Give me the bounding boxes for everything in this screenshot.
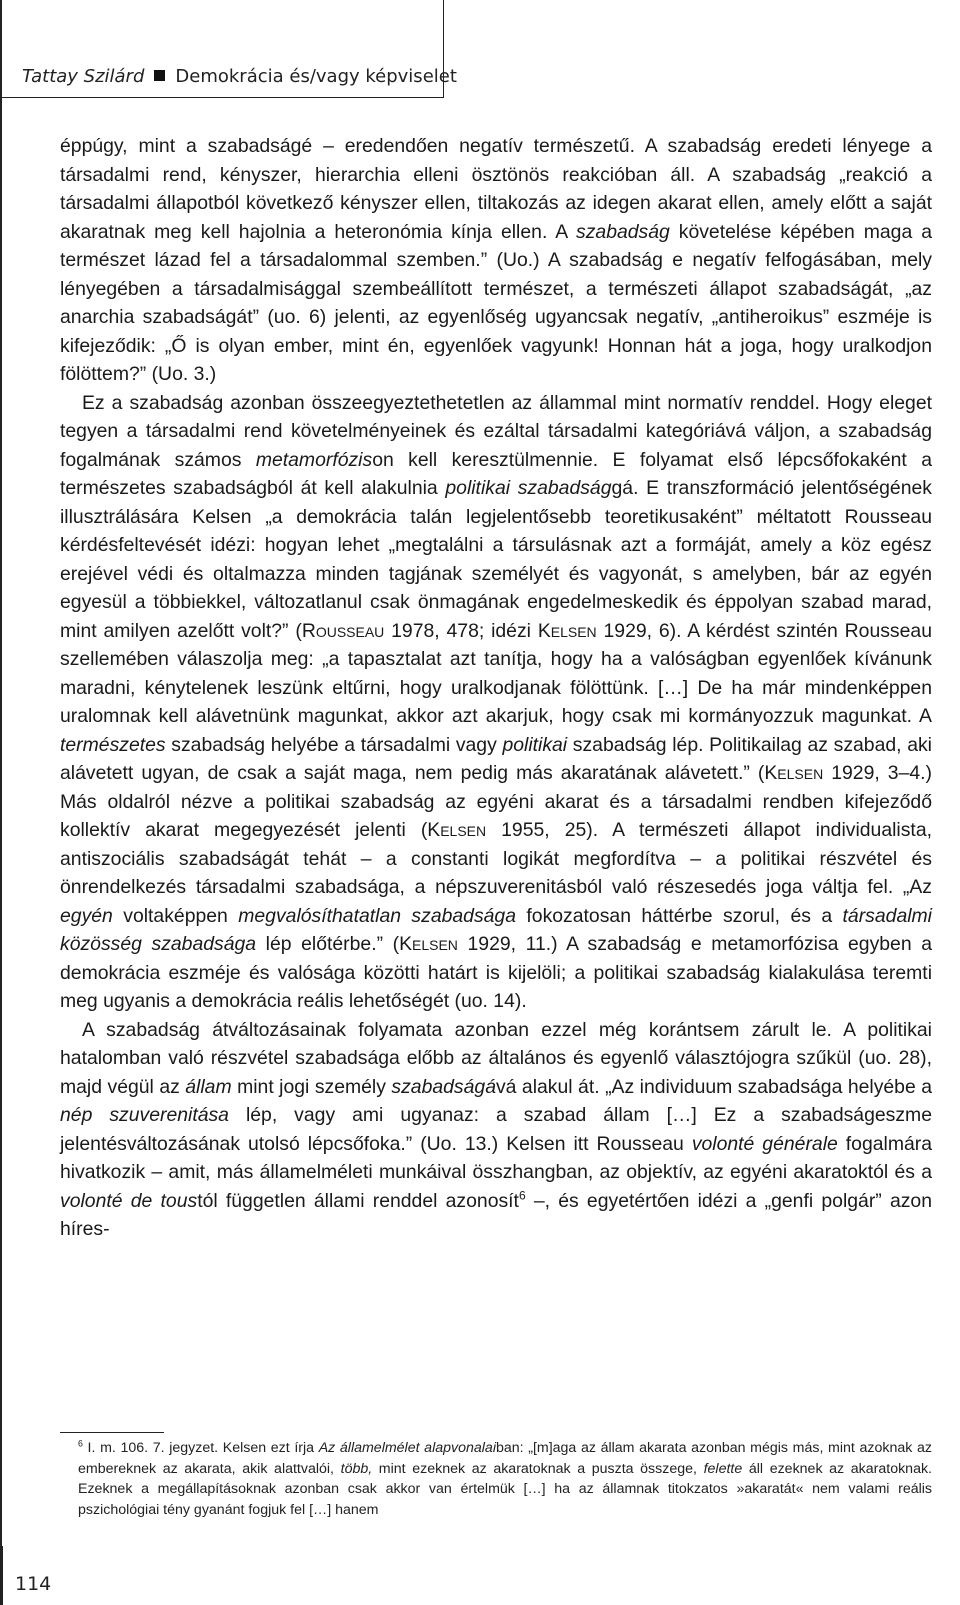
left-margin-rule [0, 0, 2, 1605]
footnote-marker: 6 [518, 1188, 526, 1203]
running-head-title: Demokrácia és/vagy képviselet [175, 66, 457, 87]
body-text [60, 132, 932, 1244]
running-head-author: Tattay Szilárd [22, 66, 145, 87]
citation-author: Kelsen [399, 933, 458, 955]
paragraph: Ez a szabadság azonban összeegyeztethetetlen az állammal mint normatív renddel. Hogy eleget tegyen a társadalmi rend követelményeinek és ezáltal társadalmi kategóriává váljon, a szabadság fogalmának számos metamorfózison kell keresztülmennie. E folyamat első lépcsőfokaként a természetes szabadságból át kell alakulnia politikai szabadsággá. E transzformáció jelentőségének illusztrálására Kelsen „a demokrácia talán legjelentősebb teoretikusaként” méltatott Rousseau kérdésfeltevését idézi: hogyan lehet „megtalálni a társulásnak azt a formáját, amely a köz egész erejével védi és oltalmazza minden tagjának személyét és vagyonát, s amelyben, bár az egyén egyesül a többiekkel, változatlanul csak önmagának engedelmeskedik és éppolyan szabad marad, mint amilyen azelőtt volt?” (Rousseau 1978, 478; idézi Kelsen 1929, 6). A kérdést szintén Rousseau szellemében válaszolja meg: „a tapasztalat azt tanítja, hogy ha a valóságban egyenlőek kívánunk maradni, kénytelenek leszünk eltűrni, hogy uralkodjanak fölöttünk. […] De ha már mindenképpen uralomnak kell alávetnünk magunkat, akkor azt akarjuk, hogy csak mi kormányozzuk magunkat. A természetes szabadság helyébe a társadalmi vagy politikai szabadság lép. Politikailag az szabad, aki alávetett ugyan, de csak a saját maga, nem pedig más akaratának alávetett.” (Kelsen 1929, 3–4.) Más oldalról nézve a politikai szabadság az egyéni akarat és a társadalmi rendben kifejeződő kollektív akarat megegyezését jelenti (Kelsen 1955, 25). A természeti állapot individualista, antiszociális szabadságát tehát – a constanti logikát megfordítva – a politikai részvétel és önrendelkezés társadalmi szabadsága, a népszuverenitásból való részesedés joga váltja fel. „Az egyén voltaképpen megvalósíthatatlan szabadsága fokozatosan háttérbe szorul, és a társadalmi közösség szabadsága lép előtérbe.” (Kelsen 1929, 11.) A szabadság e metamorfózisa egyben a demokrácia eszméje és valósága közötti határt is kijelöli; a politikai szabadság kialakulása teremti meg ugyanis a demokrácia reális lehetőségét (uo. 14). [60, 391, 932, 1012]
italic-text: politikai szabadság [445, 477, 612, 499]
italic-text: metamorfózis [255, 448, 373, 471]
italic-text: volonté générale [691, 1132, 838, 1155]
footnote-rule [60, 1432, 164, 1433]
footnote: $^6$ I. m. 106. 7. jegyzet. Kelsen ezt írja Az államelmélet alapvonalaiban: „[m]aga az állam akarata azonban mégis más, mint azoknak az embereknek az akarata, akik alattvalói, több, mint ezeknek az akaratoknak a puszta összege, felette áll ezeknek az akaratoknak. Ezeknek a megállapításoknak azonban csak akkor van értelmük […] ha az államnak titokzatos »akaratát« nem valami reális pszichológiai tény gyanánt fogjuk fel […] hanem [78, 1438, 933, 1518]
running-head [22, 66, 457, 87]
italic-text: több, [340, 1460, 373, 1477]
italic-text: Az államelmélet alapvonalai [318, 1440, 496, 1456]
bottom-margin-rule [0, 1546, 3, 1605]
square-bullet-icon [154, 70, 165, 81]
italic-text: volonté de tous [60, 1189, 198, 1212]
paragraph: A szabadság átváltozásainak folyamata azonban ezzel még korántsem zárult le. A politikai hatalomban való részvétel szabadsága előbb az általános és egyenlő választójogra szűkül (uo. 28), majd végül az állam mint jogi személy szabadságává alakul át. „Az individuum szabadsága helyébe a nép szuverenitása lép, vagy ami ugyanaz: a szabad állam […] Ez a szabadságeszme jelentésváltozásának utolsó lépcsőfoka.” (Uo. 13.) Kelsen itt Rousseau volonté générale fogalmára hivatkozik – amit, más államelméleti munkáival összhangban, az objektív, az egyéni akaratoktól és a volonté de toustól független állami renddel azonosít$^6$ –, és egyetértően idézi a „genfi polgár” azon híres- [60, 1018, 932, 1240]
citation-author: Kelsen [537, 619, 597, 642]
italic-text: felette [703, 1460, 743, 1477]
italic-text: nép szuverenitása [60, 1104, 229, 1126]
citation-author: Rousseau [301, 619, 385, 642]
italic-text: egyén [60, 904, 113, 927]
citation-author: Kelsen [764, 762, 824, 784]
page-number: 114 [15, 1573, 52, 1595]
italic-text: szabadság [576, 220, 670, 243]
italic-text: megvalósíthatatlan szabadsága [238, 904, 516, 927]
paragraph: éppúgy, mint a szabadságé – eredendően negatív természetű. A szabadság eredeti lényege a társadalmi rend, kényszer, hierarchia elleni ösztönös reakcióban áll. A szabadság „reakció a társadalmi állapotból következő kényszer ellen, tiltakozás az idegen akarat ellen, amely előtt a saját akaratnak meg kell hajolnia a heteronómia kínja ellen. A szabadság követelése képében maga a természet lázad fel a társadalommal szemben.” (Uo.) A szabadság e negatív felfogásában, mely lényegében a társadalmisággal szembeállított természet, a természeti állapot szabadságát, „az anarchia szabadságát” (uo. 6) jelenti, az egyenlőség ugyancsak negatív, „antiheroikus” eszméje is kifejeződik: „Ő is olyan ember, mint én, egyenlőek vagyunk! Honnan hát a joga, hogy uralkodjon fölöttem?” (Uo. 3.) [60, 135, 932, 385]
italic-text: politikai [502, 733, 568, 756]
footnote-marker: 6 [78, 1438, 83, 1449]
italic-text: szabadságá [391, 1075, 496, 1098]
italic-text: társadalmi közösség szabadsága [60, 904, 932, 955]
citation-author: Kelsen [427, 819, 487, 841]
italic-text: állam [185, 1075, 232, 1098]
italic-text: természetes [60, 733, 166, 756]
